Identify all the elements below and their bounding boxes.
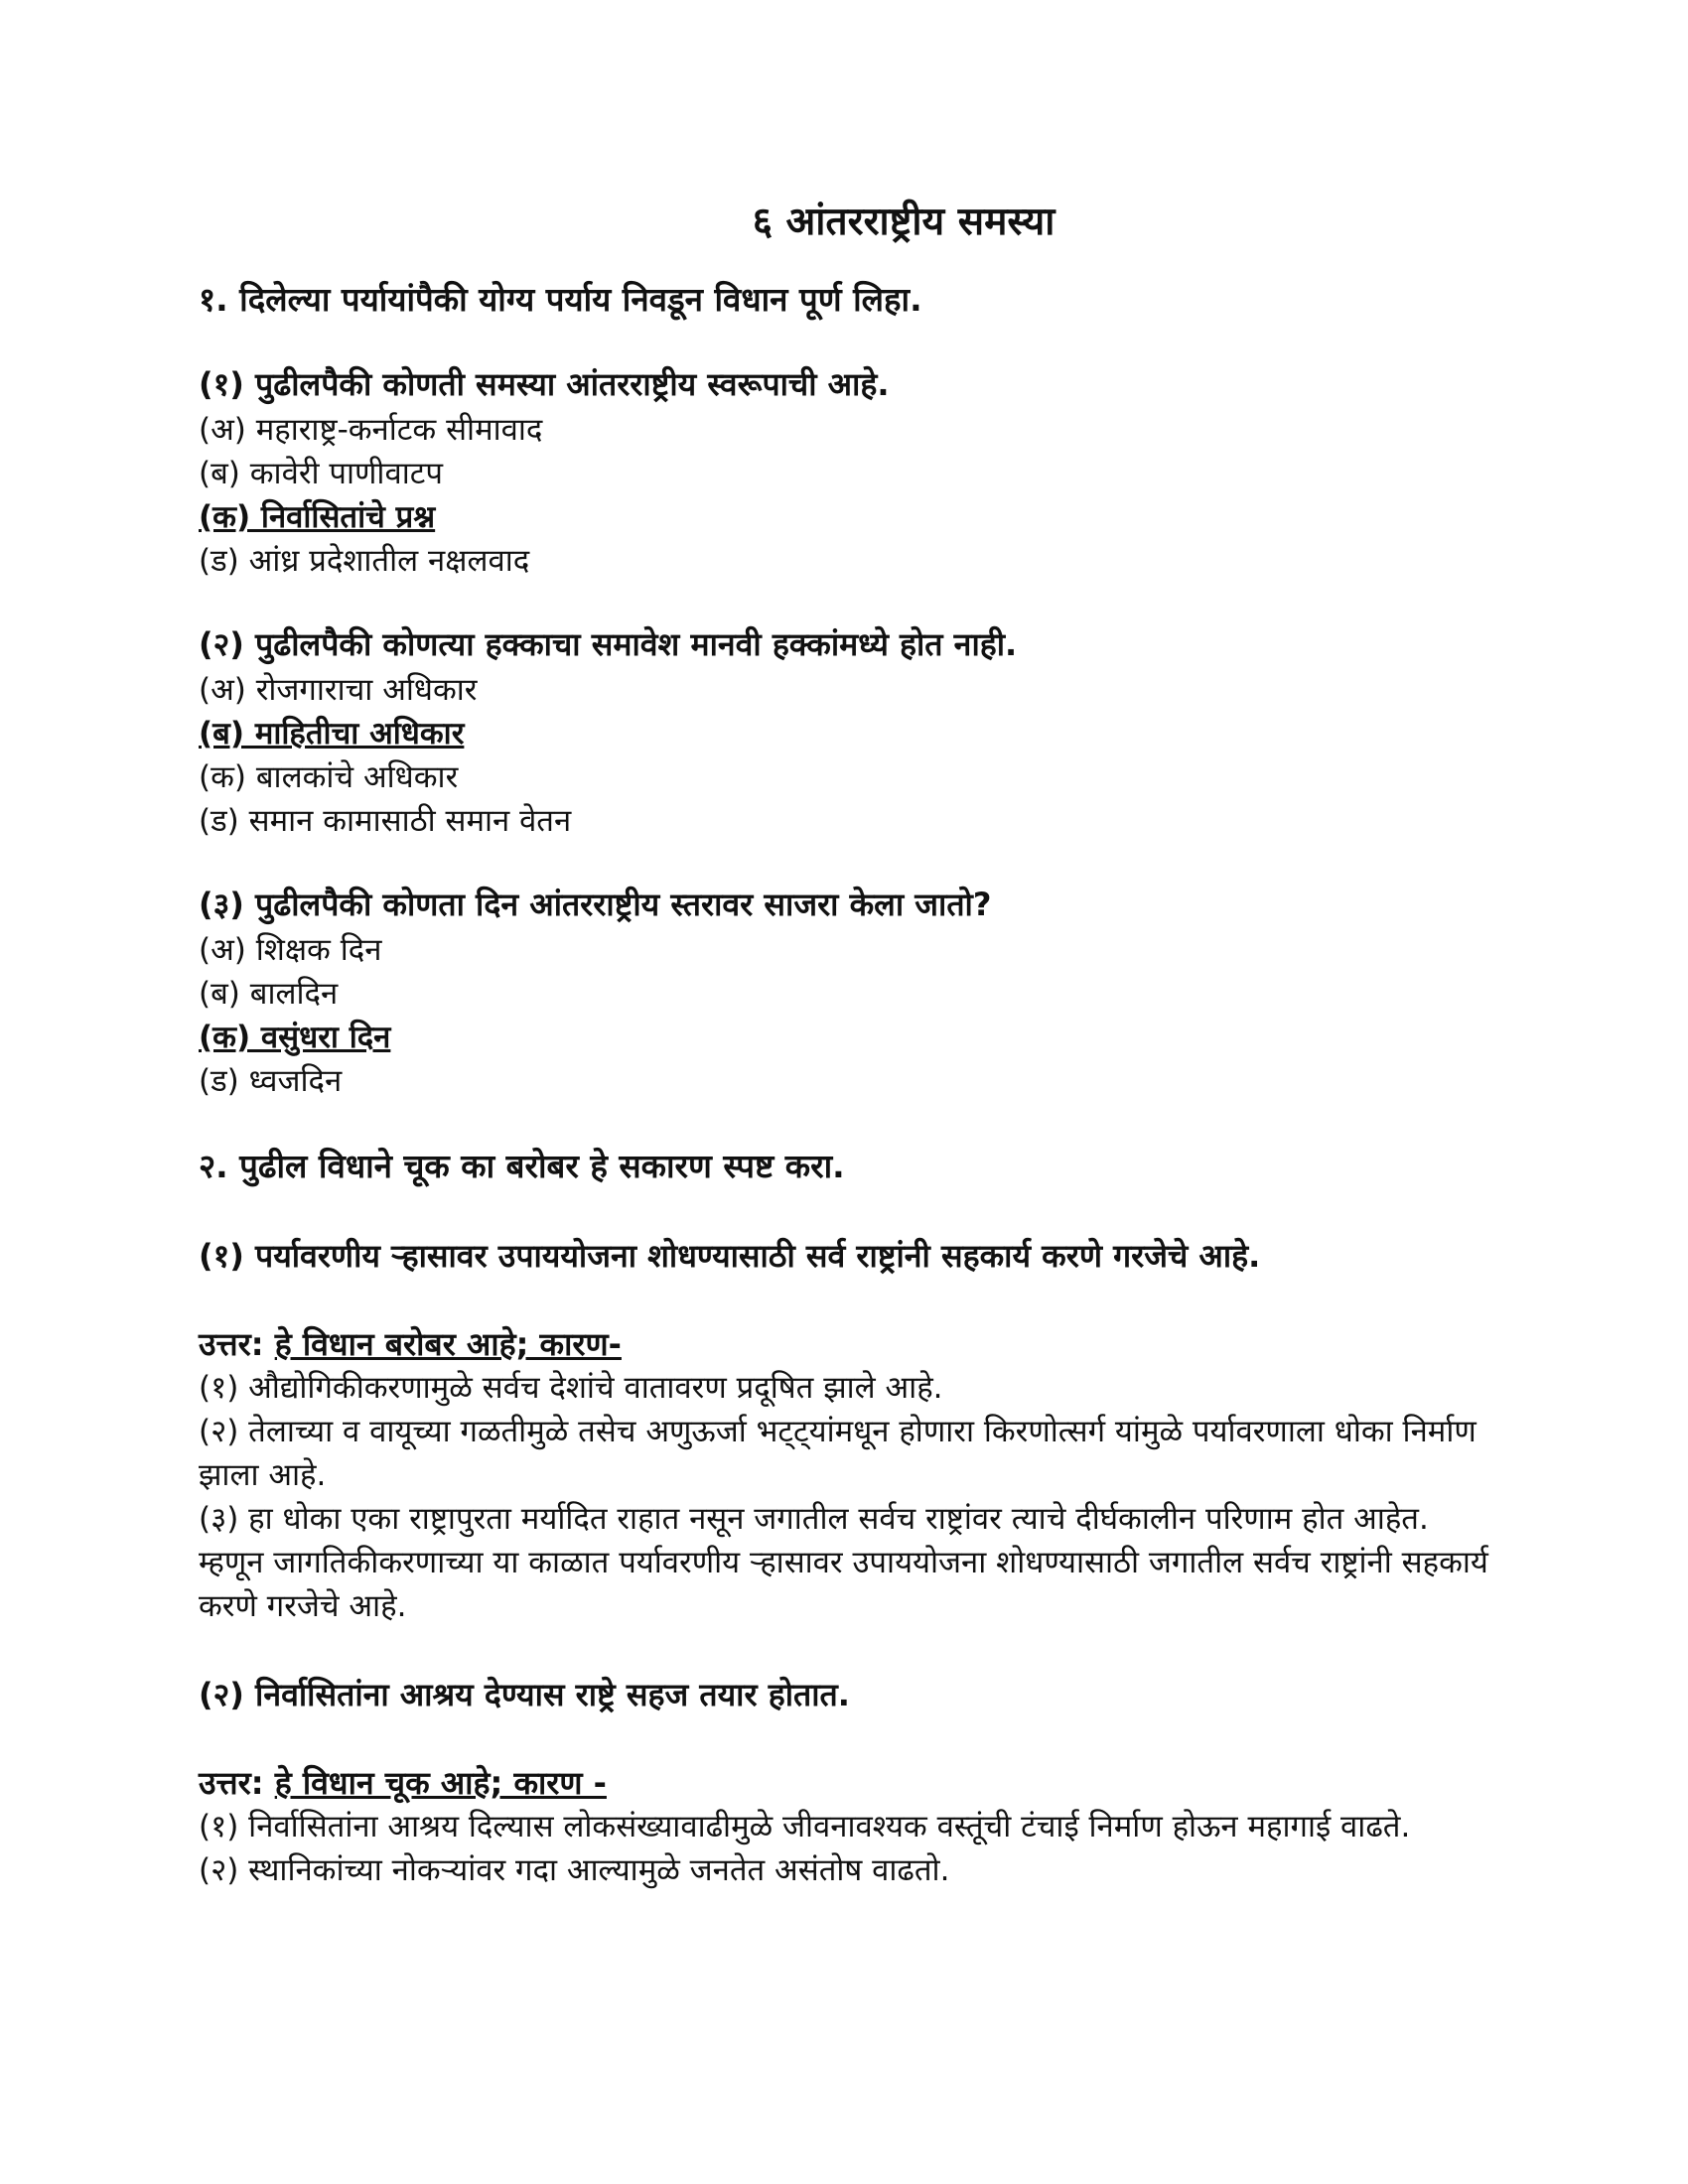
statement-2-block [199,1672,1489,1892]
option-d: (ड) समान कामासाठी समान वेतन [199,803,572,839]
reason-point: (२) स्थानिकांच्या नोकऱ्यांवर गदा आल्यामुळे जनतेत असंतोष वाढतो. [199,1852,950,1888]
option-b: (ब) कावेरी पाणीवाटप [199,456,443,491]
option-d: (ड) आंध्र प्रदेशातील नक्षलवाद [199,543,530,579]
chapter-title: ६ आंतरराष्ट्रीय समस्या [752,200,1055,244]
option-c-correct-answer: (क) निर्वासितांचे प्रश्न [199,499,436,535]
question-3 [199,883,1489,1103]
option-b-correct-answer: (ब) माहितीचा अधिकार [199,716,465,751]
question-1 [199,362,1489,583]
answer-heading [199,1322,1489,1366]
statement-1-block [199,1233,1489,1628]
option-a: (अ) रोजगाराचा अधिकार [199,672,478,708]
answer-label: उत्तर: [199,1325,275,1363]
option-a: (अ) शिक्षक दिन [199,932,382,968]
question-text: (२) पुढीलपैकी कोणत्या हक्काचा समावेश मानवी हक्कांमध्ये होत नाही. [199,625,1018,663]
answer-heading [199,1761,1489,1805]
section-1 [199,276,1489,1103]
statement-text: (२) निर्वासितांना आश्रय देण्यास राष्ट्रे सहज तयार होतात. [199,1676,850,1713]
answer-label: उत्तर: [199,1764,275,1802]
option-c: (क) बालकांचे अधिकार [199,759,459,795]
option-c-correct-answer: (क) वसुंधरा दिन [199,1020,391,1055]
section-2 [199,1143,1489,1892]
option-d: (ड) ध्वजदिन [199,1063,343,1099]
section-1-heading: १. दिलेल्या पर्यायांपैकी योग्य पर्याय निवडून विधान पूर्ण लिहा. [199,280,922,319]
answer-verdict: हे विधान चूक आहे; कारण - [274,1764,607,1802]
section-2-heading: २. पुढील विधाने चूक का बरोबर हे सकारण स्पष्ट करा. [199,1147,845,1185]
answer-verdict: हे विधान बरोबर आहे; कारण- [274,1325,622,1363]
statement-text: (१) पर्यावरणीय ऱ्हासावर उपाययोजना शोधण्यासाठी सर्व राष्ट्रांनी सहकार्य करणे गरजेचे आहे. [199,1237,1261,1275]
question-2 [199,622,1489,843]
document-page [199,194,1489,1936]
question-text: (१) पुढीलपैकी कोणती समस्या आंतरराष्ट्रीय स्वरूपाची आहे. [199,365,890,403]
reason-point: (१) निर्वासितांना आश्रय दिल्यास लोकसंख्यावाढीमुळे जीवनावश्यक वस्तूंची टंचाई निर्माण होऊन महागाई वाढते. [199,1809,1411,1844]
reason-point: (२) तेलाच्या व वायूच्या गळतीमुळे तसेच अणुऊर्जा भट्ट्यांमधून होणारा किरणोत्सर्ग यांमुळे पर्यावरणाला धोका निर्माण झाला आहे. [199,1414,1477,1493]
question-text: (३) पुढीलपैकी कोणता दिन आंतरराष्ट्रीय स्तरावर साजरा केला जातो? [199,886,992,923]
reason-point: (३) हा धोका एका राष्ट्रापुरता मर्यादित राहात नसून जगातील सर्वच राष्ट्रांवर त्याचे दीर्घकालीन परिणाम होत आहेत. म्हणून जागतिकीकरणाच्या या काळात पर्यावरणीय ऱ्हासावर उपाययोजना शोधण्यासाठी जगातील सर्वच राष्ट्रांनी सहकार्य करणे गरजेचे आहे. [199,1501,1488,1624]
option-a: (अ) महाराष्ट्र-कर्नाटक सीमावाद [199,412,543,448]
reason-point: (१) औद्योगिकीकरणामुळे सर्वच देशांचे वातावरण प्रदूषित झाले आहे. [199,1370,943,1406]
option-b: (ब) बालदिन [199,976,339,1012]
